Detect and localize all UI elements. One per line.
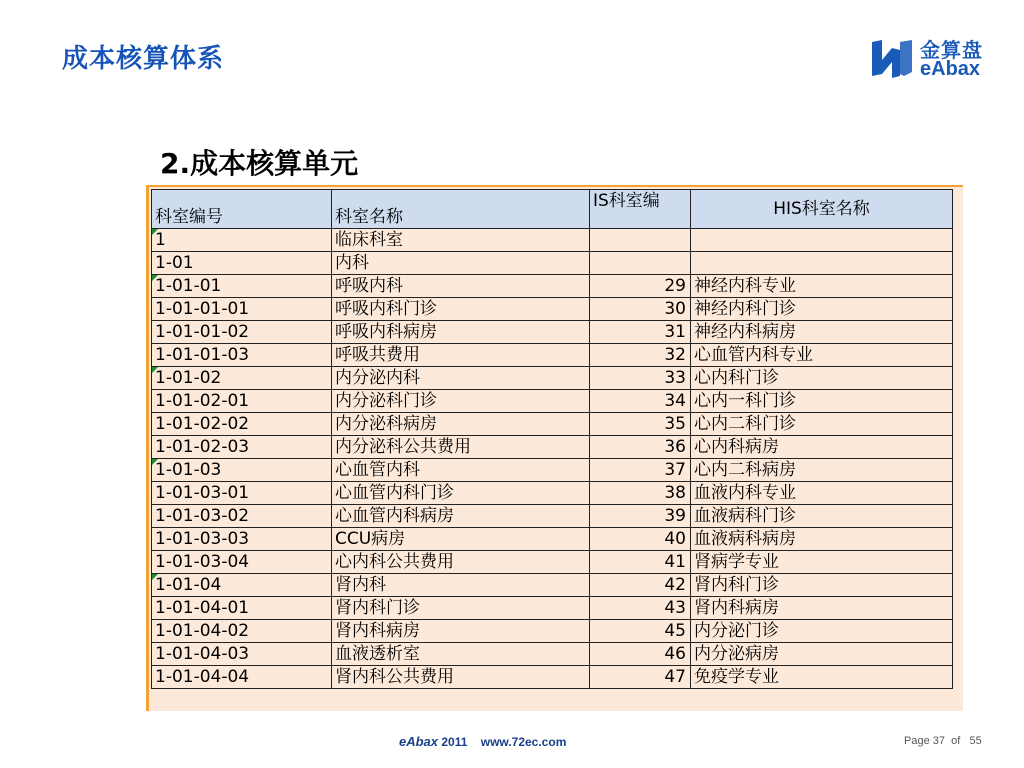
cell-his-name xyxy=(691,436,953,459)
cell-note-marker-icon xyxy=(152,574,158,580)
cell-his-code-text: 34 xyxy=(664,391,686,411)
cell-dept-code-text: 1-01-04-01 xyxy=(155,598,250,618)
cell-his-code xyxy=(590,229,691,252)
cell-his-name xyxy=(691,367,953,390)
cell-dept-name-text: 心血管内科门诊 xyxy=(335,483,454,503)
cell-his-code xyxy=(590,367,691,390)
cell-dept-code-text: 1-01-04 xyxy=(155,575,222,595)
cell-his-name xyxy=(691,505,953,528)
cell-dept-name xyxy=(332,413,590,436)
page-of: of xyxy=(951,735,961,747)
cell-dept-code xyxy=(152,344,332,367)
company-logo xyxy=(870,32,990,84)
cell-dept-name-text: 临床科室 xyxy=(335,230,403,250)
cell-his-code-text: 32 xyxy=(664,345,686,365)
cell-dept-name xyxy=(332,344,590,367)
cell-dept-name xyxy=(332,321,590,344)
cell-his-code xyxy=(590,643,691,666)
cell-his-code-text: 40 xyxy=(664,529,686,549)
table-row xyxy=(152,344,953,367)
cell-his-name-text: 肾内科门诊 xyxy=(694,575,779,595)
cell-his-name xyxy=(691,275,953,298)
cell-dept-name xyxy=(332,229,590,252)
cell-dept-code-text: 1-01-01 xyxy=(155,276,222,296)
cell-his-name-text: 血液病科病房 xyxy=(694,529,796,549)
cell-dept-code-text: 1-01-04-02 xyxy=(155,621,250,641)
cell-dept-name xyxy=(332,528,590,551)
cell-dept-code xyxy=(152,459,332,482)
cell-his-code xyxy=(590,551,691,574)
cell-dept-name-text: 呼吸内科门诊 xyxy=(335,299,437,319)
cell-dept-name xyxy=(332,620,590,643)
footer-brand-name: eAbax xyxy=(399,734,439,749)
cell-his-code-text: 36 xyxy=(664,437,686,457)
cell-his-name xyxy=(691,344,953,367)
cell-dept-name xyxy=(332,459,590,482)
page-label: Page xyxy=(904,735,930,747)
cell-his-code xyxy=(590,666,691,689)
cell-his-code-text: 29 xyxy=(664,276,686,296)
cell-dept-name-text: 肾内科公共费用 xyxy=(335,667,454,687)
cell-dept-name-text: 呼吸共费用 xyxy=(335,345,420,365)
table-header-row xyxy=(152,190,953,229)
cell-dept-code xyxy=(152,321,332,344)
cell-dept-code-text: 1-01-04-03 xyxy=(155,644,250,664)
cell-dept-code xyxy=(152,482,332,505)
cell-his-code xyxy=(590,436,691,459)
logo-mark-icon xyxy=(870,36,914,80)
table-row xyxy=(152,413,953,436)
cell-note-marker-icon xyxy=(152,229,158,235)
cell-his-code-text: 47 xyxy=(664,667,686,687)
cell-dept-code-text: 1-01 xyxy=(155,253,194,273)
table-row xyxy=(152,275,953,298)
cell-dept-name xyxy=(332,597,590,620)
table-row xyxy=(152,643,953,666)
spreadsheet-screenshot xyxy=(146,185,963,711)
cell-dept-name-text: 肾内科门诊 xyxy=(335,598,420,618)
cell-dept-name xyxy=(332,643,590,666)
cell-dept-code-text: 1-01-03-04 xyxy=(155,552,250,572)
cell-dept-name xyxy=(332,505,590,528)
cell-his-name-text: 肾内科病房 xyxy=(694,598,779,618)
table-row xyxy=(152,321,953,344)
cell-dept-code xyxy=(152,620,332,643)
cell-his-name xyxy=(691,229,953,252)
cell-dept-code-text: 1-01-02 xyxy=(155,368,222,388)
cell-dept-code-text: 1-01-02-02 xyxy=(155,414,250,434)
cell-his-name-text: 心内二科病房 xyxy=(694,460,796,480)
cell-dept-name xyxy=(332,275,590,298)
cell-his-code xyxy=(590,252,691,275)
cell-his-name xyxy=(691,597,953,620)
cell-his-name xyxy=(691,574,953,597)
cell-his-code xyxy=(590,321,691,344)
table-row xyxy=(152,229,953,252)
cell-dept-name-text: 肾内科 xyxy=(335,575,386,595)
cell-dept-code-text: 1-01-02-01 xyxy=(155,391,250,411)
cell-dept-code-text: 1-01-03 xyxy=(155,460,222,480)
cell-dept-code xyxy=(152,597,332,620)
cell-his-name xyxy=(691,413,953,436)
cell-dept-code xyxy=(152,390,332,413)
cell-dept-name xyxy=(332,666,590,689)
cell-his-code xyxy=(590,528,691,551)
cell-dept-name-text: 内分泌内科 xyxy=(335,368,420,388)
cell-dept-name-text: 呼吸内科 xyxy=(335,276,403,296)
page-number xyxy=(904,735,982,747)
cell-his-code xyxy=(590,459,691,482)
cell-his-name xyxy=(691,390,953,413)
cell-dept-code xyxy=(152,551,332,574)
department-table xyxy=(151,189,953,689)
cell-dept-name-text: 肾内科病房 xyxy=(335,621,420,641)
logo-english-text: eAbax xyxy=(920,58,981,80)
logo-chinese-text: 金算盘 xyxy=(920,38,983,62)
cell-dept-name xyxy=(332,551,590,574)
cell-his-name-text: 心内科门诊 xyxy=(694,368,779,388)
cell-his-code-text: 35 xyxy=(664,414,686,434)
cell-his-code xyxy=(590,298,691,321)
cell-dept-code xyxy=(152,436,332,459)
cell-his-name-text: 内分泌门诊 xyxy=(694,621,779,641)
cell-dept-code xyxy=(152,229,332,252)
table-row xyxy=(152,620,953,643)
cell-dept-code-text: 1-01-01-01 xyxy=(155,299,250,319)
cell-his-name xyxy=(691,551,953,574)
sheet-top-border xyxy=(149,185,963,187)
cell-dept-code-text: 1 xyxy=(155,230,166,250)
cell-note-marker-icon xyxy=(152,367,158,373)
cell-his-code xyxy=(590,275,691,298)
cell-his-code-text: 42 xyxy=(664,575,686,595)
cell-his-name xyxy=(691,620,953,643)
table-row xyxy=(152,459,953,482)
cell-note-marker-icon xyxy=(152,275,158,281)
cell-dept-code xyxy=(152,574,332,597)
cell-dept-code xyxy=(152,528,332,551)
cell-his-code xyxy=(590,413,691,436)
table-row xyxy=(152,574,953,597)
cell-his-code-text: 43 xyxy=(664,598,686,618)
cell-his-code xyxy=(590,344,691,367)
table-row xyxy=(152,528,953,551)
cell-dept-code-text: 1-01-03-02 xyxy=(155,506,250,526)
table-row xyxy=(152,390,953,413)
cell-his-code-text: 41 xyxy=(664,552,686,572)
cell-his-name-text: 神经内科门诊 xyxy=(694,299,796,319)
cell-dept-code-text: 1-01-02-03 xyxy=(155,437,250,457)
slide-title: 成本核算体系 xyxy=(62,44,225,74)
cell-dept-name xyxy=(332,390,590,413)
cell-dept-code xyxy=(152,505,332,528)
cell-his-code-text: 37 xyxy=(664,460,686,480)
cell-his-name xyxy=(691,643,953,666)
table-row xyxy=(152,436,953,459)
cell-dept-code-text: 1-01-04-04 xyxy=(155,667,250,687)
cell-his-code-text: 39 xyxy=(664,506,686,526)
cell-dept-name-text: 内科 xyxy=(335,253,369,273)
cell-his-code xyxy=(590,390,691,413)
table-row xyxy=(152,505,953,528)
table-row xyxy=(152,298,953,321)
header-dept-name: 科室名称 xyxy=(332,190,590,229)
cell-his-code-text: 46 xyxy=(664,644,686,664)
page-current: 37 xyxy=(932,735,946,747)
cell-his-name-text: 心内科病房 xyxy=(694,437,779,457)
cell-note-marker-icon xyxy=(152,459,158,465)
section-heading: 2.成本核算单元 xyxy=(160,147,359,180)
cell-his-code-text: 38 xyxy=(664,483,686,503)
cell-dept-name-text: 心血管内科 xyxy=(335,460,420,480)
cell-his-code xyxy=(590,574,691,597)
cell-his-name xyxy=(691,252,953,275)
cell-his-name xyxy=(691,321,953,344)
cell-his-name-text: 肾病学专业 xyxy=(694,552,779,572)
header-dept-code: 科室编号 xyxy=(152,190,332,229)
cell-his-name-text: 血液内科专业 xyxy=(694,483,796,503)
cell-dept-code-text: 1-01-03-03 xyxy=(155,529,250,549)
footer-url: www.72ec.com xyxy=(480,735,567,749)
cell-dept-name-text: 血液透析室 xyxy=(335,644,420,664)
cell-dept-name-text: CCU病房 xyxy=(335,529,406,549)
footer-brand xyxy=(399,734,566,749)
cell-his-name-text: 内分泌病房 xyxy=(694,644,779,664)
cell-dept-code xyxy=(152,643,332,666)
cell-dept-code xyxy=(152,413,332,436)
page-total: 55 xyxy=(969,735,982,747)
cell-his-name xyxy=(691,666,953,689)
cell-dept-code xyxy=(152,252,332,275)
table-row xyxy=(152,482,953,505)
cell-dept-name-text: 呼吸内科病房 xyxy=(335,322,437,342)
table-row xyxy=(152,597,953,620)
cell-dept-code xyxy=(152,298,332,321)
cell-his-code xyxy=(590,597,691,620)
header-his-code: IS科室编 xyxy=(590,190,691,229)
table-row xyxy=(152,551,953,574)
cell-his-name xyxy=(691,528,953,551)
cell-dept-name-text: 内分泌科公共费用 xyxy=(335,437,471,457)
cell-dept-name xyxy=(332,298,590,321)
cell-his-name-text: 免疫学专业 xyxy=(694,667,779,687)
cell-his-name-text: 心内二科门诊 xyxy=(694,414,796,434)
footer-year: 2011 xyxy=(441,735,468,749)
cell-his-name-text: 心血管内科专业 xyxy=(694,345,813,365)
cell-dept-code-text: 1-01-01-02 xyxy=(155,322,250,342)
cell-his-code xyxy=(590,620,691,643)
cell-dept-name xyxy=(332,574,590,597)
cell-his-code-text: 45 xyxy=(664,621,686,641)
cell-dept-name-text: 心血管内科病房 xyxy=(335,506,454,526)
cell-dept-name xyxy=(332,367,590,390)
cell-dept-code xyxy=(152,367,332,390)
cell-dept-name xyxy=(332,252,590,275)
cell-dept-name-text: 内分泌科病房 xyxy=(335,414,437,434)
cell-his-name-text: 神经内科病房 xyxy=(694,322,796,342)
cell-dept-name-text: 内分泌科门诊 xyxy=(335,391,437,411)
cell-his-code-text: 33 xyxy=(664,368,686,388)
cell-his-code-text: 31 xyxy=(664,322,686,342)
cell-dept-code-text: 1-01-01-03 xyxy=(155,345,250,365)
cell-his-name-text: 神经内科专业 xyxy=(694,276,796,296)
cell-dept-code xyxy=(152,666,332,689)
cell-his-code-text: 30 xyxy=(664,299,686,319)
cell-his-name-text: 心内一科门诊 xyxy=(694,391,796,411)
cell-his-code xyxy=(590,482,691,505)
table-row xyxy=(152,252,953,275)
header-his-name: HIS科室名称 xyxy=(691,190,953,229)
cell-dept-code xyxy=(152,275,332,298)
cell-dept-code-text: 1-01-03-01 xyxy=(155,483,250,503)
cell-his-name xyxy=(691,459,953,482)
cell-his-name xyxy=(691,482,953,505)
cell-dept-name xyxy=(332,436,590,459)
cell-his-name-text: 血液病科门诊 xyxy=(694,506,796,526)
cell-dept-name-text: 心内科公共费用 xyxy=(335,552,454,572)
cell-dept-name xyxy=(332,482,590,505)
table-row xyxy=(152,367,953,390)
table-row xyxy=(152,666,953,689)
cell-his-code xyxy=(590,505,691,528)
cell-his-name xyxy=(691,298,953,321)
